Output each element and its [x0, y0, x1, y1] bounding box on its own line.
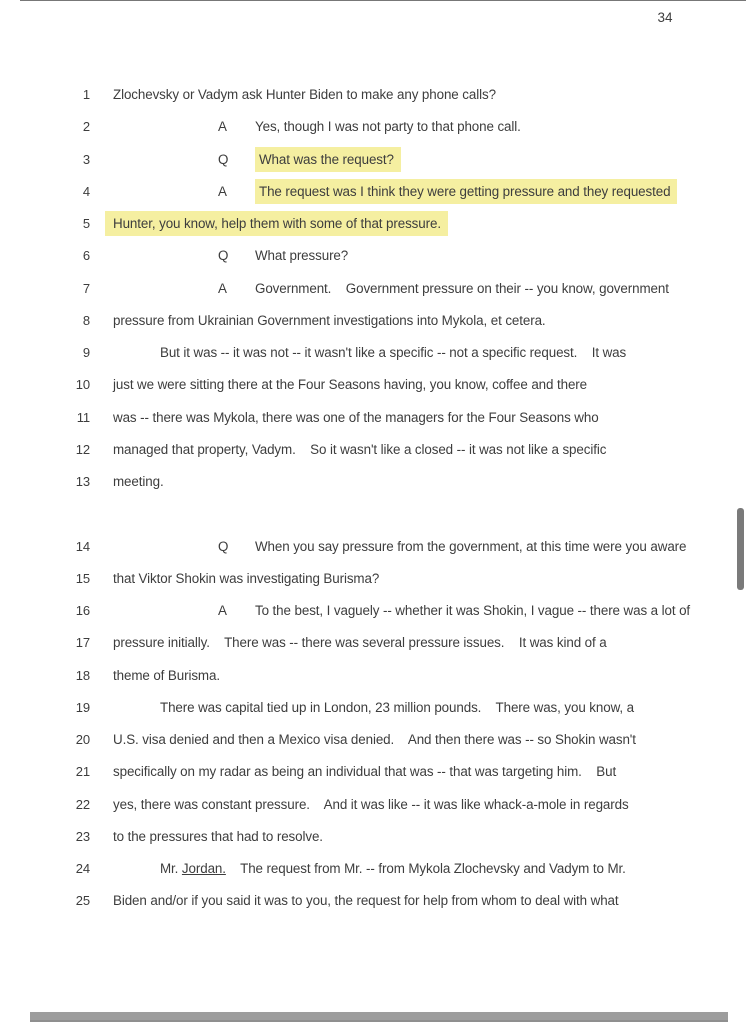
line-text: [113, 531, 750, 563]
text-segment: just we were sitting there at the Four Seasons having, you know, coffee and there: [113, 377, 588, 393]
transcript-line: [0, 660, 750, 692]
line-number: 5: [82, 216, 90, 231]
text-segment: that Viktor Shokin was investigating Burisma?: [113, 570, 380, 586]
transcript: [0, 79, 750, 918]
line-text: [113, 111, 750, 143]
transcript-line: [0, 208, 750, 240]
text-segment: Yes, though I was not party to that phone call.: [255, 119, 521, 135]
line-text: [113, 240, 750, 272]
line-text: [113, 466, 750, 498]
line-number: 22: [75, 796, 90, 812]
line-number: 24: [75, 861, 90, 876]
line-number: 12: [75, 441, 90, 457]
transcript-line: [0, 79, 750, 111]
line-number: 14: [75, 538, 90, 554]
line-number: 2: [82, 119, 90, 135]
text-segment: The request from Mr. -- from Mykola Zlochevsky and Vadym to Mr.: [225, 861, 626, 876]
line-number: 23: [75, 828, 90, 844]
line-number: 21: [75, 764, 90, 780]
line-text: [113, 369, 750, 401]
transcript-line: [0, 466, 750, 498]
highlighted-text: What was the request?: [255, 147, 401, 172]
text-segment: Government. Government pressure on their -- you know, government: [255, 280, 669, 296]
text-segment: to the pressures that had to resolve.: [113, 828, 323, 844]
transcript-line: [0, 692, 750, 724]
line-text: [113, 789, 750, 821]
line-number: 1: [82, 87, 90, 102]
text-segment: Biden and/or if you said it was to you, the request for help from whom to deal with what: [113, 893, 619, 909]
transcript-line: [0, 337, 750, 369]
bottom-scrollbar[interactable]: [30, 1012, 728, 1022]
line-number: 8: [82, 312, 90, 328]
line-text: [160, 692, 750, 724]
transcript-line: [0, 724, 750, 756]
line-number: 19: [75, 699, 90, 715]
line-text: [113, 402, 750, 434]
page-number: 34: [657, 10, 673, 25]
text-segment: To the best, I vaguely -- whether it was Shokin, I vague -- there was a lot of: [255, 603, 691, 618]
text-segment: pressure initially. There was -- there was several pressure issues. It was kind of a: [113, 635, 607, 651]
line-text: [113, 756, 750, 788]
transcript-line: [0, 853, 750, 885]
speaker-letter: Q: [218, 248, 229, 264]
line-number: 13: [75, 474, 90, 489]
line-text: [113, 79, 750, 111]
line-text: [113, 273, 750, 305]
text-segment: When you say pressure from the government, at this time were you aware: [255, 538, 687, 554]
text-segment: Zlochevsky or Vadym ask Hunter Biden to make any phone calls?: [113, 87, 496, 102]
transcript-line: [0, 402, 750, 434]
text-segment: Mr.: [160, 861, 182, 876]
text-segment: specifically on my radar as being an individual that was -- that was targeting him. But: [113, 764, 617, 780]
speaker-letter: A: [218, 603, 227, 618]
line-text: [113, 821, 750, 853]
line-number: 15: [75, 570, 90, 586]
line-number: 6: [82, 248, 90, 264]
line-text: [160, 337, 750, 369]
transcript-line: [0, 789, 750, 821]
line-text: [113, 208, 750, 240]
line-text: [113, 176, 750, 208]
speaker-letter: Q: [218, 151, 229, 167]
line-number: 25: [75, 893, 90, 909]
line-text: [113, 595, 750, 627]
highlighted-text: Hunter, you know, help them with some of that pressure.: [105, 211, 448, 236]
line-number: 17: [75, 635, 90, 651]
line-text: [113, 724, 750, 756]
line-text: [113, 434, 750, 466]
line-number: 20: [75, 732, 90, 747]
line-text: [160, 853, 750, 885]
line-number: 3: [82, 151, 90, 167]
transcript-line: [0, 627, 750, 659]
transcript-line: [0, 369, 750, 401]
transcript-line: [0, 144, 750, 176]
transcript-line: [0, 595, 750, 627]
top-border-line: [20, 0, 746, 1]
transcript-line: [0, 563, 750, 595]
text-segment: theme of Burisma.: [113, 667, 220, 683]
transcript-line: [0, 531, 750, 563]
text-segment: managed that property, Vadym. So it wasn't like a closed -- it was not like a specific: [113, 441, 607, 457]
line-number: 10: [75, 377, 90, 393]
speaker-letter: Q: [218, 538, 229, 554]
transcript-line: [0, 111, 750, 143]
text-segment: yes, there was constant pressure. And it was like -- it was like whack-a-mole in regards: [113, 796, 629, 812]
line-text: [113, 563, 750, 595]
speaker-letter: A: [218, 183, 227, 199]
text-segment: was -- there was Mykola, there was one of the managers for the Four Seasons who: [113, 409, 599, 425]
transcript-line: [0, 434, 750, 466]
line-number: 4: [82, 183, 90, 199]
vertical-scrollbar-thumb[interactable]: [737, 508, 744, 590]
text-segment: meeting.: [113, 474, 164, 489]
transcript-line: [0, 176, 750, 208]
transcript-line: [0, 821, 750, 853]
line-number: 9: [82, 345, 90, 360]
text-segment: What pressure?: [255, 248, 349, 264]
line-text: [113, 144, 750, 176]
transcript-line: [0, 273, 750, 305]
line-number: 18: [75, 667, 90, 683]
text-segment: U.S. visa denied and then a Mexico visa denied. And then there was -- so Shokin wasn't: [113, 732, 636, 747]
line-number: 16: [75, 603, 90, 618]
line-text: [113, 885, 750, 917]
transcript-blank-line: [0, 498, 750, 530]
line-text: [113, 660, 750, 692]
text-segment: Jordan.: [181, 861, 226, 876]
transcript-line: [0, 885, 750, 917]
speaker-letter: A: [218, 119, 227, 135]
line-number: 11: [76, 409, 90, 425]
line-number: 7: [82, 280, 90, 296]
transcript-line: [0, 756, 750, 788]
speaker-letter: A: [218, 280, 227, 296]
text-segment: But it was -- it was not -- it wasn't like a specific -- not a specific request. It was: [160, 345, 627, 360]
highlighted-text: The request was I think they were getting pressure and they requested: [255, 179, 677, 204]
transcript-line: [0, 305, 750, 337]
transcript-line: [0, 240, 750, 272]
line-text: [113, 305, 750, 337]
line-text: [113, 627, 750, 659]
text-segment: There was capital tied up in London, 23 million pounds. There was, you know, a: [160, 699, 635, 715]
text-segment: pressure from Ukrainian Government investigations into Mykola, et cetera.: [113, 312, 546, 328]
